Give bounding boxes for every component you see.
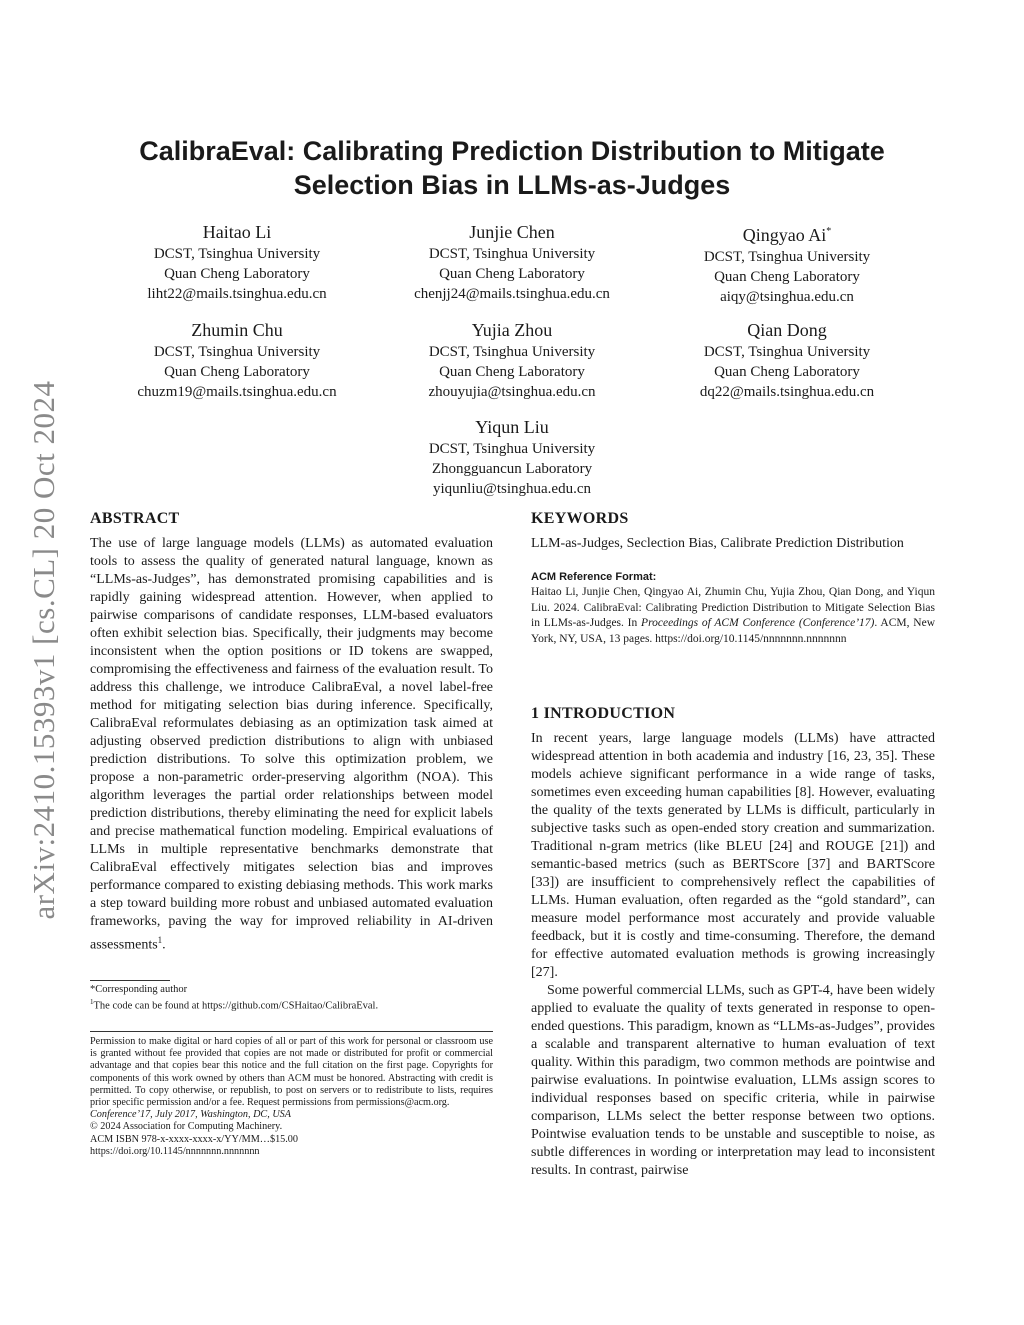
abstract-section xyxy=(90,510,493,955)
author-email: zhouyujia@tsinghua.edu.cn xyxy=(428,384,596,400)
title-line-2: Selection Bias in LLMs-as-Judges xyxy=(293,170,731,200)
author-email: yiqunliu@tsinghua.edu.cn xyxy=(433,481,591,497)
acm-reference-text: Haitao Li, Junjie Chen, Qingyao Ai, Zhumin Chu, Yujia Zhou, Qian Dong, and Yiqun Liu. 2024. CalibraEval: Calibrating Prediction Distribution to Mitigate Selection Bias in LLMs-as-Judges. In Proceedings of ACM Conference (Conference’17). ACM, New York, NY, USA, 13 pages. https://doi.org/10.1145/nnnnnnn.nnnnnnn xyxy=(531,586,935,645)
author-block xyxy=(372,415,652,499)
paper-title xyxy=(90,134,934,202)
author-name: Qian Dong xyxy=(747,320,827,340)
author-block xyxy=(372,220,652,304)
abstract-text: The use of large language models (LLMs) as automated evaluation tools to assess the quality of generated natural language, known as “LLMs-as-Judges”, has demonstrated promising capabilities and is rapidly gaining widespread attention. However, when applied to pairwise comparisons of candidate responses, LLM-based evaluators often exhibit selection bias. Specifically, their judgments may become inconsistent when the option positions or ID tokens are swapped, compromising the effectiveness and fairness of the evaluation result. To address this challenge, we introduce CalibraEval, a novel label-free method for mitigating selection bias during inference. Specifically, CalibraEval reformulates debiasing as an optimization task aimed at adjusting observed prediction distributions to align with unbiased prediction distributions. To solve this optimization problem, we propose a non-parametric order-preserving algorithm (NOA). This algorithm leverages the partial order relationships between model prediction distributions, thereby eliminating the need for explicit labels and precise mathematical function modeling. Empirical evaluations of LLMs in multiple representative benchmarks demonstrate that CalibraEval effectively mitigates selection bias and improves performance compared to existing debiasing methods. This work marks a step toward building more robust and unbiased automated evaluation frameworks, paving the way for improved reliability in AI-driven assessments$^1$. xyxy=(90,536,493,953)
author-email: chenjj24@mails.tsinghua.edu.cn xyxy=(414,286,610,302)
author-affiliation: Quan Cheng Laboratory xyxy=(439,266,585,282)
introduction-section xyxy=(531,705,935,1180)
footnote-ref: 1 xyxy=(157,935,163,945)
author-name: Junjie Chen xyxy=(469,222,555,242)
author-affiliation: Quan Cheng Laboratory xyxy=(714,269,860,285)
author-affiliation: DCST, Tsinghua University xyxy=(428,246,596,262)
author-affiliation: Quan Cheng Laboratory xyxy=(439,364,585,380)
corresponding-mark: * xyxy=(826,226,832,237)
conference-info: Conference’17, July 2017, Washington, DC, USA xyxy=(90,1109,291,1121)
author-affiliation: Zhongguancun Laboratory xyxy=(431,461,593,477)
author-email: aiqy@tsinghua.edu.cn xyxy=(720,289,854,305)
title-line-1: CalibraEval: Calibrating Prediction Distribution to Mitigate xyxy=(139,136,885,166)
author-name: Yujia Zhou xyxy=(471,320,553,340)
author-affiliation: DCST, Tsinghua University xyxy=(703,249,871,265)
author-affiliation: DCST, Tsinghua University xyxy=(153,344,321,360)
author-block xyxy=(97,220,377,304)
author-email: liht22@mails.tsinghua.edu.cn xyxy=(147,286,327,302)
author-affiliation: Quan Cheng Laboratory xyxy=(164,364,310,380)
introduction-paragraph-2: Some powerful commercial LLMs, such as GPT-4, have been widely applied to evaluate the quality of texts generated in response to open-ended questions. This paradigm, known as “LLMs-as-Judges”, provides a scalable and transparent alternative to human evaluation of text quality. Within this paradigm, two common methods are pointwise and pairwise evaluations. In pointwise evaluation, LLMs assign scores to individual responses based on specific criteria, while in pairwise comparison, LLMs select the better response between two options. Pointwise evaluation tends to be unstable and susceptible to noise, as subtle differences in wording or interpretation may lead to inconsistent results. In contrast, pairwise xyxy=(531,983,935,1178)
introduction-heading: 1 INTRODUCTION xyxy=(531,705,676,722)
author-affiliation: DCST, Tsinghua University xyxy=(153,246,321,262)
footnote-corresponding: *Corresponding author xyxy=(90,984,188,995)
author-affiliation: DCST, Tsinghua University xyxy=(428,344,596,360)
author-affiliation: Quan Cheng Laboratory xyxy=(714,364,860,380)
isbn-line: ACM ISBN 978-x-xxxx-xxxx-x/YY/MM…$15.00 xyxy=(90,1133,298,1145)
keywords-heading: KEYWORDS xyxy=(531,510,629,527)
author-affiliation: Quan Cheng Laboratory xyxy=(164,266,310,282)
author-name: Haitao Li xyxy=(202,222,272,242)
introduction-paragraph-1: In recent years, large language models (LLMs) have attracted widespread attention in both academia and industry [16, 23, 35]. These models achieve significant performance in a wide range of tasks, sometimes even exceeding human capabilities [8]. However, evaluating the quality of the texts generated by LLMs is difficult, particularly in subjective tasks such as open-ended story creation and summarization. Traditional n-gram metrics (like BLEU [24] and ROUGE [21]) and semantic-based metrics (such as BERTScore [37] and BARTScore [33]) are insufficient to comprehensively reflect the capabilities of LLMs. Human evaluation, often regarded as the “gold standard”, can measure model performance most accurately and provide valuable feedback, but it is costly and time-consuming. Therefore, the demand for effective automated evaluation methods is growing increasingly [27]. xyxy=(531,731,935,980)
keywords-text: LLM-as-Judges, Seclection Bias, Calibrate Prediction Distribution xyxy=(531,536,904,551)
author-affiliation: DCST, Tsinghua University xyxy=(428,441,596,457)
author-name: Qingyao Ai* xyxy=(742,225,832,245)
abstract-heading: ABSTRACT xyxy=(90,510,180,527)
permission-block xyxy=(90,1036,493,1158)
acm-reference-section xyxy=(531,571,935,647)
permission-divider xyxy=(90,1031,493,1032)
acm-reference-label: ACM Reference Format: xyxy=(531,571,657,583)
author-block xyxy=(647,220,927,307)
author-affiliation: DCST, Tsinghua University xyxy=(703,344,871,360)
author-block xyxy=(372,318,652,402)
arxiv-stamp xyxy=(18,360,70,940)
author-block xyxy=(647,318,927,402)
footnote-code: $^1$The code can be found at https://github.com/CSHaitao/CalibraEval. xyxy=(90,998,379,1012)
author-block xyxy=(97,318,377,402)
arxiv-id: arXiv:2410.15393v1 [cs.CL] 20 Oct 2024 xyxy=(26,380,61,920)
copyright-line: © 2024 Association for Computing Machinery. xyxy=(90,1121,283,1133)
author-email: chuzm19@mails.tsinghua.edu.cn xyxy=(137,384,337,400)
doi-line: https://doi.org/10.1145/nnnnnnn.nnnnnnn xyxy=(90,1145,260,1157)
permission-text: Permission to make digital or hard copies of all or part of this work for personal or classroom use is granted without fee provided that copies are not made or distributed for profit or commercial advantage and that copies bear this notice and the full citation on the first page. Copyrights for components of this work owned by others than ACM must be honored. Abstracting with credit is permitted. To copy otherwise, or republish, to post on servers or to redistribute to lists, requires prior specific permission and/or a fee. Request permissions from permissions@acm.org. xyxy=(90,1036,493,1109)
author-email: dq22@mails.tsinghua.edu.cn xyxy=(699,384,875,400)
keywords-section xyxy=(531,510,935,553)
author-name: Zhumin Chu xyxy=(191,320,283,340)
footnote-divider xyxy=(90,980,170,981)
author-name: Yiqun Liu xyxy=(475,417,549,437)
